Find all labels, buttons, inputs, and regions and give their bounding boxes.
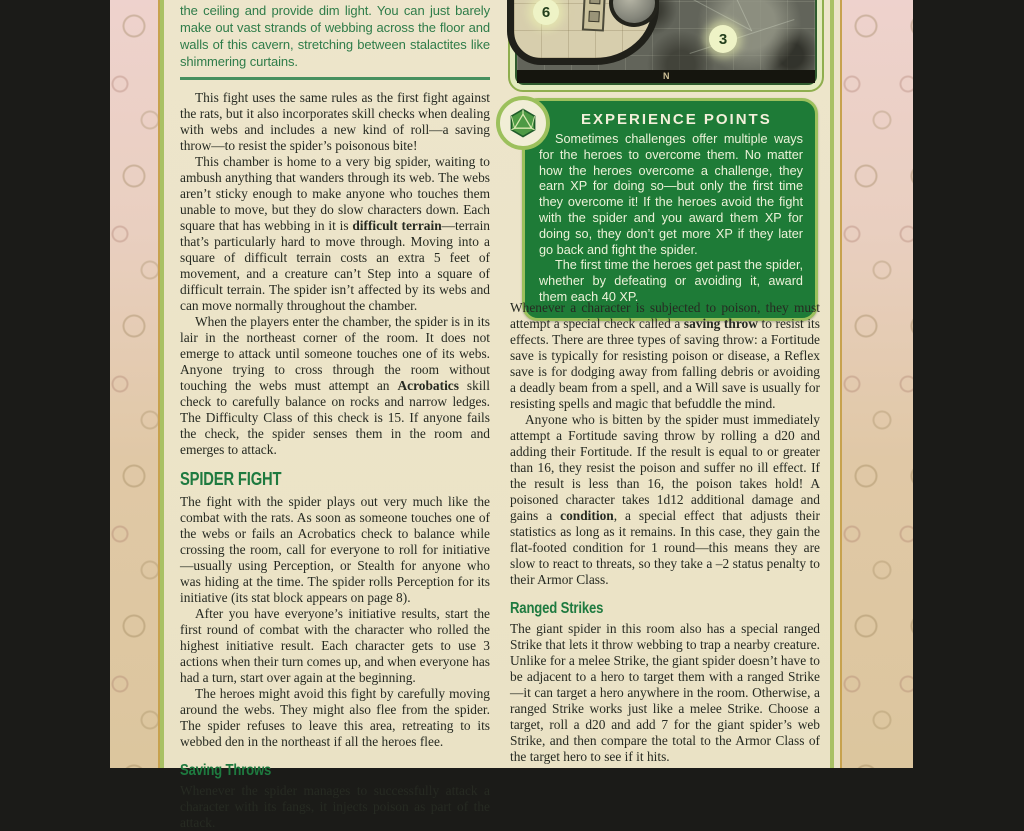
dungeon-map-image <box>515 0 817 85</box>
page-body <box>164 0 830 830</box>
map-prop-item <box>588 11 600 23</box>
paragraph: The giant spider in this room also has a special ranged Strike that lets it throw webbing to trap a nearby creature. Unlike for a melee Strike, the giant spider doesn’t have to be adjacent to a hero to target them with a ranged Strike—it can target a hero anywhere in the room. Otherwise, a ranged Strike works just like a melee Strike. Choose a target, roll a d20 and add 7 for the giant spider’s web Strike, and then compare the total to the Armor Class of the target hero to see if it hits. <box>510 621 820 764</box>
paragraph: This fight uses the same rules as the first fight against the rats, but it also incorporates skill checks when dealing with webs and includes a new kind of roll—a saving throw—to resist the spider’s poisonous bite! <box>180 90 490 153</box>
heading-text: SPIDER FIGHT <box>180 469 282 489</box>
readaloud-divider <box>180 77 490 80</box>
d20-die-glyph <box>507 107 539 139</box>
paragraph-text: Anyone who is bitten by the spider must immediately attempt a Fortitude saving throw by rolling a d20 and adding their Fortitude. If the result is equal to or greater than 16, they resist the poison and suffer no ill effect. If the result is less than 16, the poison takes hold! A poisoned character takes 1d12 additional damage and gains a <box>510 412 820 523</box>
heading-text: Ranged Strikes <box>510 600 604 617</box>
term-saving-throw: saving throw <box>683 316 758 331</box>
marker-number: 6 <box>541 3 551 21</box>
paragraph-text: to resist its effects. There are three types of saving throw: a Fortitude save is typically for resisting poison or disease, a Reflex save is for dodging away from falling debris or avoiding a deadly beam from a spell, and a Will save is usually for resisting spells and magic that befuddle the mind. <box>510 316 820 411</box>
paragraph-text: —terrain that’s particularly hard to move through. Moving into a square of difficult terrain costs an extra 5 feet of movement, and a creature can’t Step into a square of difficult terrain. The spider isn’t affected by its webs and can move normally throughout the chamber. <box>180 218 490 313</box>
paragraph <box>180 314 490 458</box>
map-prop-item <box>589 0 601 4</box>
sidebar-title: EXPERIENCE POINTS <box>581 111 772 128</box>
paragraph-text: This chamber is home to a very big spider, waiting to ambush anything that wanders through its web. The webs aren’t sticky enough to make anyone who touches them unable to move, but they do slow characters down. Each square that has webbing in it is <box>180 154 490 233</box>
paragraph: After you have everyone’s initiative results, start the first round of combat with the character who rolled the highest initiative result. Each character gets to use 3 actions when their turn comes up, and when everyone has had a turn, start over again at the beginning. <box>180 606 490 685</box>
paragraph-text: Whenever a character is subjected to poison, they must attempt a special check called a <box>510 300 820 331</box>
right-column <box>510 300 820 765</box>
term-acrobatics: Acrobatics <box>397 378 459 393</box>
north-indicator: N <box>663 71 670 81</box>
paragraph: Whenever the spider manages to successfully attack a character with its fangs, it injects poison as part of the attack. <box>180 783 490 830</box>
dungeon-map-figure <box>508 0 824 92</box>
left-dice-pattern-border <box>110 0 158 768</box>
paragraph <box>180 154 490 314</box>
map-table-prop <box>582 0 606 32</box>
paragraph-text: When the players enter the chamber, the spider is in its lair in the northeast corner of the room. It does not emerge to attack until someone touches one of its webs. Anyone trying to cross through the room without touching the webs must attempt an <box>180 314 490 393</box>
paragraph: The fight with the spider plays out very much like the combat with the rats. As soon as someone touches one of the webs or fails an Acrobatics check to balance while crossing the room, call for everyone to roll for initiative—usually using Perception, or Stealth for anyone who was hiding at the time. The spider rolls Perception for its initiative (its stat block appears on page 8). <box>180 494 490 605</box>
map-marker-3 <box>709 25 737 53</box>
sidebar-paragraph: The first time the heroes get past the spider, whether by defeating or avoiding it, award them each 40 XP. <box>539 258 803 304</box>
readaloud-text: the ceiling and provide dim light. You can just barely make out vast strands of webbing across the floor and walls of this cavern, stretching between stalactites like shimmering curtains. <box>180 3 490 69</box>
paragraph <box>510 412 820 588</box>
term-difficult-terrain: difficult terrain <box>352 218 442 233</box>
marker-number: 3 <box>718 30 728 48</box>
right-green-rule <box>830 0 834 768</box>
right-dice-pattern-border <box>842 0 913 768</box>
heading-text: Saving Throws <box>180 762 272 779</box>
experience-points-sidebar <box>522 98 818 321</box>
sidebar-paragraph: Sometimes challenges offer multiple ways for the heroes to overcome them. No matter how the heroes overcome a challenge, they earn XP for doing so—but only the first time they overcome it! If the heroes avoid the fight with the spider and you award them XP for doing so, they don’t get more XP if they later go back and fight the spider. <box>539 132 803 257</box>
section-heading-spider-fight <box>180 469 490 490</box>
subsection-heading-saving-throws <box>180 762 490 780</box>
d20-die-icon <box>496 96 550 150</box>
paragraph-text: skill check to carefully balance on rocks and narrow ledges. The Difficulty Class of this check is 15. If anyone fails the check, the spider senses them in the room and emerges to attack. <box>180 378 490 457</box>
term-condition: condition <box>560 508 614 523</box>
map-caption-band <box>517 70 815 83</box>
left-column <box>180 0 490 830</box>
subsection-heading-ranged-strikes <box>510 600 820 618</box>
paragraph-text: , a special effect that adjusts their statistics as long as it remains. In this case, they gain the flat-footed condition for 1 round—this means they are slow to react to threats, so they take a –2 status penalty to their Armor Class. <box>510 508 820 587</box>
paragraph: The heroes might avoid this fight by carefully moving around the webs. They might also flee from the spider. The spider refuses to leave this area, retreating to its webbed den in the northeast if all the heroes flee. <box>180 686 490 749</box>
paragraph <box>510 300 820 412</box>
map-marker-6 <box>533 0 559 25</box>
